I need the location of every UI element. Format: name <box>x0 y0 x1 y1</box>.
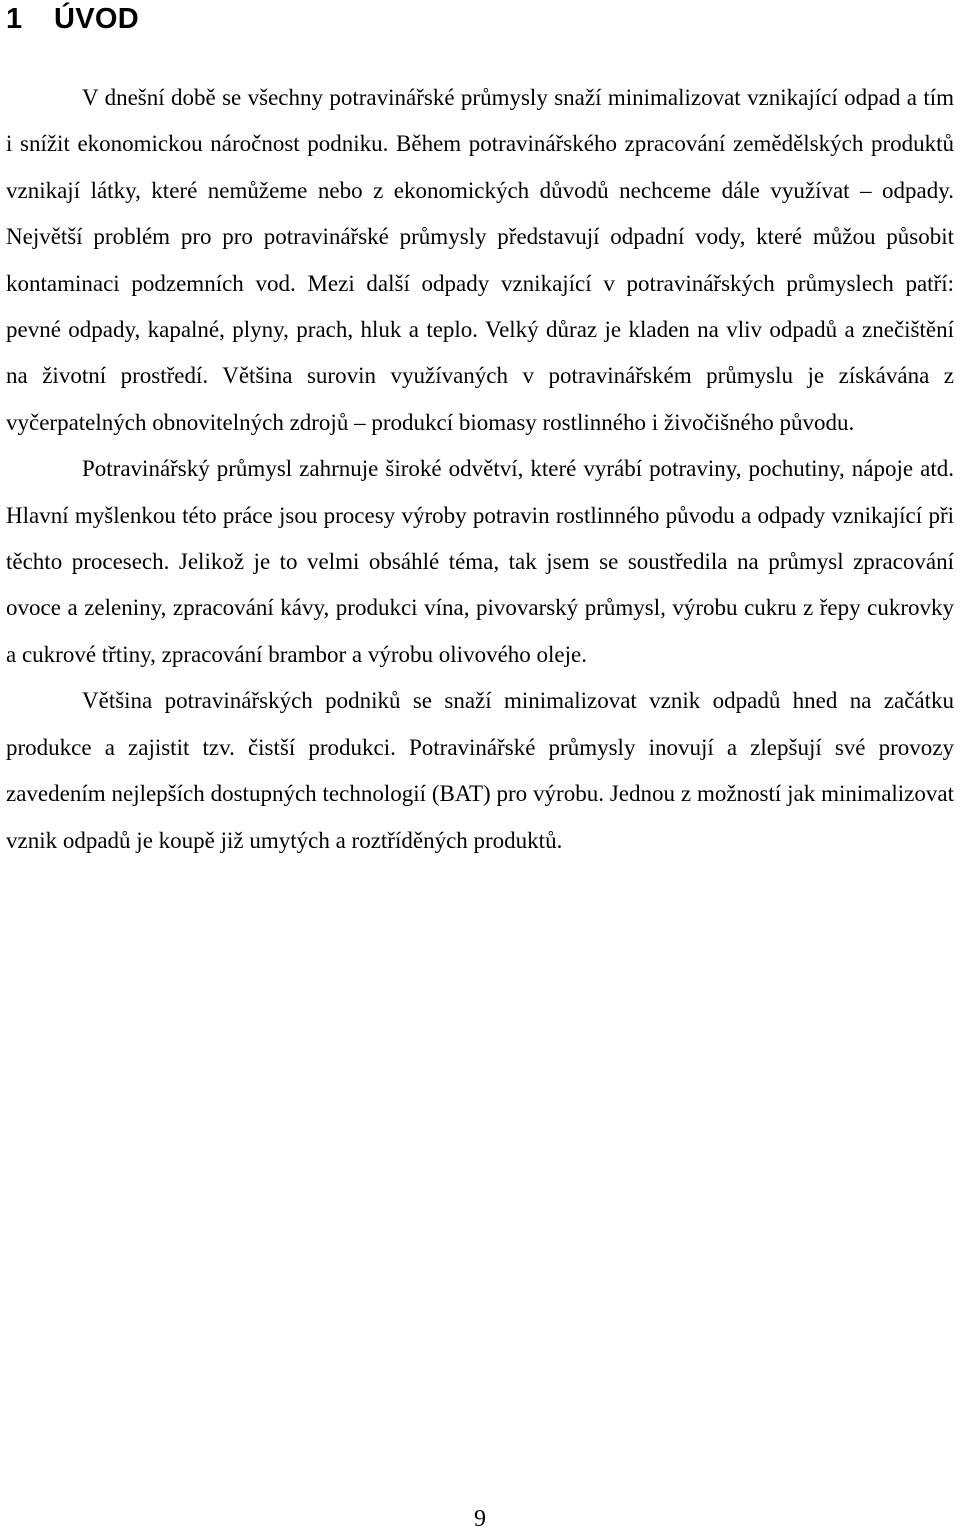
page-number: 9 <box>474 1506 486 1532</box>
chapter-number: 1 <box>6 3 23 35</box>
paragraph: V dnešní době se všechny potravinářské průmysly snaží minimalizovat vznikající odpad a tím i snížit ekonomickou náročnost podniku. Během potravinářského zpracování zemědělských produktů vznikají látky, které nemůžeme nebo z ekonomických důvodů nechceme dále využívat – odpady. Největší problém pro pro potravinářské průmysly představují odpadní vody, které můžou působit kontaminaci podzemních vod. Mezi další odpady vznikající v potravinářských průmyslech patří: pevné odpady, kapalné, plyny, prach, hluk a teplo. Velký důraz je kladen na vliv odpadů a znečištění na životní prostředí. Většina surovin využívaných v potravinářském průmyslu je získávána z vyčerpatelných obnovitelných zdrojů – produkcí biomasy rostlinného i živočišného původu. <box>6 85 954 435</box>
chapter-title: ÚVOD <box>54 3 139 35</box>
paragraph: Většina potravinářských podniků se snaží minimalizovat vznik odpadů hned na začátku produkce a zajistit tzv. čistší produkci. Potravinářské průmysly inovují a zlepšují své provozy zavedením nejlepších dostupných technologií (BAT) pro výrobu. Jednou z možností jak minimalizovat vznik odpadů je koupě již umytých a roztříděných produktů. <box>6 688 954 853</box>
chapter-body <box>6 75 954 864</box>
paragraph: Potravinářský průmysl zahrnuje široké odvětví, které vyrábí potraviny, pochutiny, nápoje atd. Hlavní myšlenkou této práce jsou procesy výroby potravin rostlinného původu a odpady vznikající při těchto procesech. Jelikož je to velmi obsáhlé téma, tak jsem se soustředila na průmysl zpracování ovoce a zeleniny, zpracování kávy, produkci vína, pivovarský průmysl, výrobu cukru z řepy cukrovky a cukrové třtiny, zpracování brambor a výrobu olivového oleje. <box>6 456 954 667</box>
chapter-heading <box>6 2 139 36</box>
